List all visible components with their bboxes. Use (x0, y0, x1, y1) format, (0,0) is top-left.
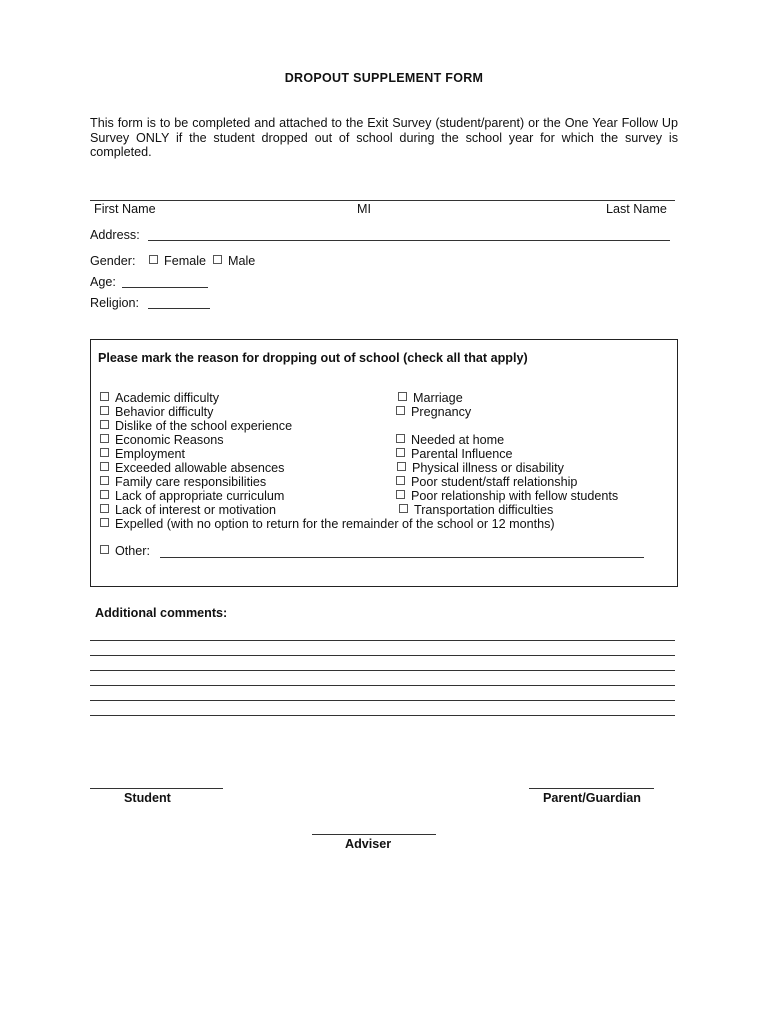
checkbox-icon[interactable] (100, 448, 109, 457)
checkbox-icon[interactable] (396, 490, 405, 499)
checkbox-icon[interactable] (100, 504, 109, 513)
reason-checkbox-item[interactable]: Parental Influence (396, 447, 513, 461)
reason-checkbox-item[interactable]: Poor relationship with fellow students (396, 489, 618, 503)
checkbox-icon[interactable] (396, 476, 405, 485)
age-field[interactable] (122, 287, 208, 288)
reasons-heading: Please mark the reason for dropping out of school (check all that apply) (98, 351, 528, 365)
checkbox-icon[interactable] (398, 392, 407, 401)
reason-checkbox-item[interactable]: Dislike of the school experience (100, 419, 292, 433)
parent-signature-line[interactable] (529, 788, 654, 789)
reason-checkbox-item[interactable]: Needed at home (396, 433, 504, 447)
gender-female-option[interactable]: Female (149, 254, 206, 268)
religion-field[interactable] (148, 308, 210, 309)
last-name-label: Last Name (606, 202, 667, 216)
reason-checkbox-item[interactable]: Physical illness or disability (397, 461, 564, 475)
checkbox-icon[interactable] (149, 255, 158, 264)
comment-line[interactable] (90, 640, 675, 641)
reason-checkbox-item[interactable]: Behavior difficulty (100, 405, 213, 419)
checkbox-icon[interactable] (100, 476, 109, 485)
checkbox-icon[interactable] (100, 490, 109, 499)
checkbox-icon[interactable] (396, 434, 405, 443)
reason-other-option[interactable]: Other: (100, 544, 150, 558)
comment-line[interactable] (90, 715, 675, 716)
checkbox-icon[interactable] (100, 434, 109, 443)
address-label: Address: (90, 228, 140, 242)
name-field-line[interactable] (90, 200, 675, 201)
religion-label: Religion: (90, 296, 140, 310)
comment-line[interactable] (90, 655, 675, 656)
first-name-label: First Name (94, 202, 156, 216)
student-signature-label: Student (124, 791, 171, 805)
checkbox-icon[interactable] (100, 518, 109, 527)
checkbox-icon[interactable] (100, 545, 109, 554)
address-field[interactable] (148, 240, 670, 241)
adviser-signature-label: Adviser (345, 837, 392, 851)
comments-label: Additional comments: (95, 606, 228, 620)
checkbox-icon[interactable] (396, 448, 405, 457)
reason-checkbox-item[interactable]: Poor student/staff relationship (396, 475, 577, 489)
reason-checkbox-item[interactable]: Academic difficulty (100, 391, 219, 405)
reason-checkbox-item[interactable]: Transportation difficulties (399, 503, 553, 517)
reason-checkbox-item[interactable]: Lack of interest or motivation (100, 503, 276, 517)
adviser-signature-line[interactable] (312, 834, 436, 835)
reason-checkbox-item[interactable]: Employment (100, 447, 185, 461)
reason-checkbox-item[interactable]: Pregnancy (396, 405, 471, 419)
checkbox-icon[interactable] (399, 504, 408, 513)
checkbox-icon[interactable] (100, 420, 109, 429)
reason-checkbox-item[interactable]: Exceeded allowable absences (100, 461, 284, 475)
student-signature-line[interactable] (90, 788, 223, 789)
reason-checkbox-item[interactable]: Family care responsibilities (100, 475, 266, 489)
checkbox-icon[interactable] (397, 462, 406, 471)
parent-signature-label: Parent/Guardian (543, 791, 641, 805)
other-reason-field[interactable] (160, 557, 644, 558)
form-instructions: This form is to be completed and attached to the Exit Survey (student/parent) or the One Year Follow Up Survey ONLY if the student dropped out of school during the school year for which the survey is completed. (90, 116, 678, 159)
checkbox-icon[interactable] (100, 462, 109, 471)
checkbox-icon[interactable] (100, 392, 109, 401)
checkbox-icon[interactable] (396, 406, 405, 415)
middle-initial-label: MI (357, 202, 371, 216)
reason-checkbox-item[interactable]: Marriage (398, 391, 463, 405)
checkbox-icon[interactable] (100, 406, 109, 415)
comment-line[interactable] (90, 700, 675, 701)
form-title: DROPOUT SUPPLEMENT FORM (284, 71, 484, 85)
reason-checkbox-item[interactable]: Lack of appropriate curriculum (100, 489, 284, 503)
comment-line[interactable] (90, 670, 675, 671)
comment-line[interactable] (90, 685, 675, 686)
reason-checkbox-item[interactable]: Economic Reasons (100, 433, 224, 447)
gender-male-option[interactable]: Male (213, 254, 255, 268)
age-label: Age: (90, 275, 116, 289)
checkbox-icon[interactable] (213, 255, 222, 264)
reason-checkbox-item[interactable]: Expelled (with no option to return for the remainder of the school or 12 months) (100, 517, 555, 531)
gender-label: Gender: (90, 254, 136, 268)
